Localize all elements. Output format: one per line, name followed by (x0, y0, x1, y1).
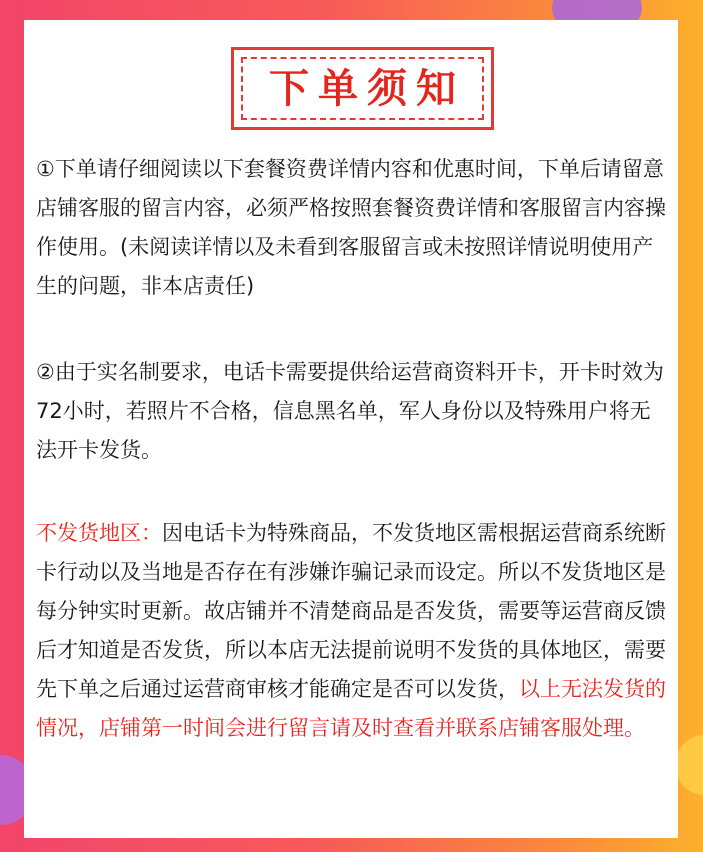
no-ship-region-label: 不发货地区： (36, 521, 162, 545)
decor-blob-right (675, 735, 703, 795)
title-frame-inner (241, 57, 484, 120)
notice-paragraph-3 (36, 514, 668, 748)
title-frame (231, 47, 494, 130)
notice-card (24, 20, 678, 838)
no-ship-region-body: 因电话卡为特殊商品，不发货地区需根据运营商系统断卡行动以及当地是否存在有涉嫌诈骗记录而设定。所以不发货地区是每分钟实时更新。故店铺并不清楚商品是否发货，需要等运营商反馈后才知道是否发货，所以本店无法提前说明不发货的具体地区，需要先下单之后通过运营商审核才能确定是否可以发货， (36, 521, 666, 701)
page-title: 下单须知 (269, 65, 465, 112)
notice-paragraph-1: ①下单请仔细阅读以下套餐资费详情内容和优惠时间，下单后请留意店铺客服的留言内容，必须严格按照套餐资费详情和客服留言内容操作使用。(未阅读详情以及未看到客服留言或未按照详情说明使用产生的问题，非本店责任) (36, 157, 666, 298)
no-ship-region-highlight: 以上无法发货的情况，店铺第一时间会进行留言请及时查看并联系店铺客服处理。 (36, 677, 666, 740)
notice-paragraph-2: ②由于实名制要求，电话卡需要提供给运营商资料开卡，开卡时效为72小时，若照片不合格，信息黑名单，军人身份以及特殊用户将无法开卡发货。 (36, 360, 664, 462)
